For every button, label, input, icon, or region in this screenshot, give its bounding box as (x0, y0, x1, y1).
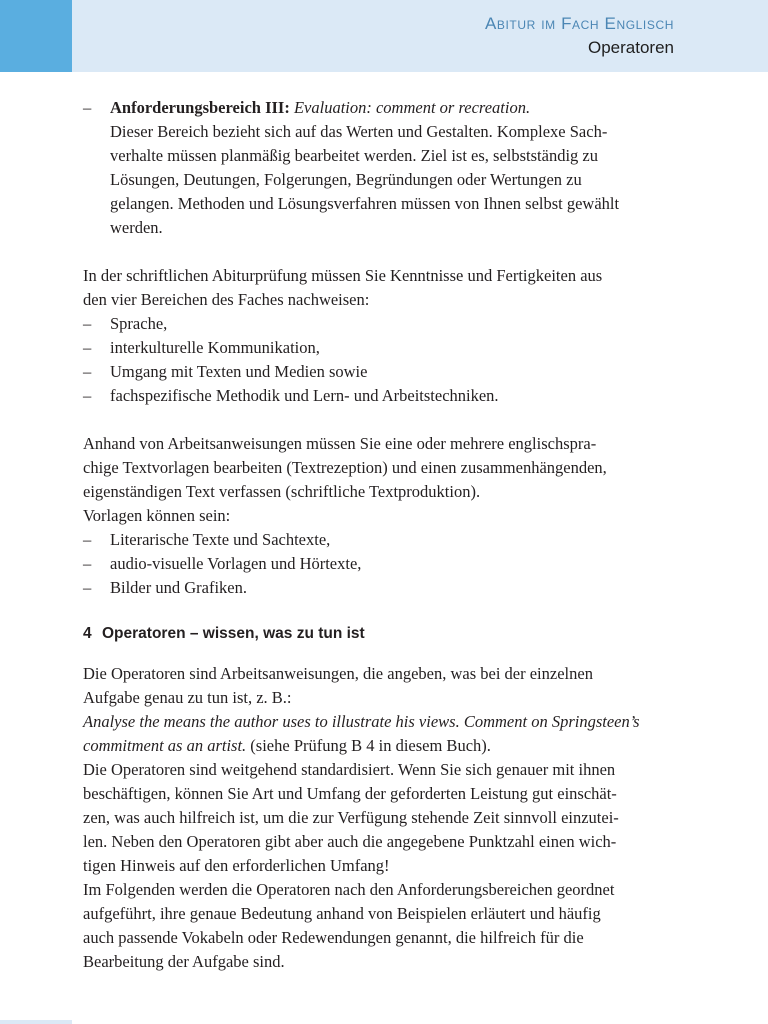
templates-intro: Vorlagen können sein: (83, 506, 231, 525)
paragraph-line: chige Textvorlagen bearbeiten (Textrezeption) und einen zusammenhängenden, (83, 458, 607, 477)
requirement-area-heading-line (110, 96, 675, 120)
requirement-area-label: Anforderungsbereich III: (110, 98, 290, 117)
requirement-area-line: Dieser Bereich bezieht sich auf das Werten und Gestalten. Komplexe Sach- (110, 122, 608, 141)
paragraph-line: In der schriftlichen Abiturprüfung müssen Sie Kenntnisse und Fertigkeiten aus (83, 266, 603, 285)
paragraph-line: tigen Hinweis auf den erforderlichen Umfang! (83, 856, 390, 875)
paragraph-line: eigenständigen Text verfassen (schriftliche Textproduktion). (83, 482, 481, 501)
list-item-text: Bilder und Grafiken. (110, 578, 248, 597)
list-item-text: audio-visuelle Vorlagen und Hörtexte, (110, 554, 362, 573)
dash-marker: – (83, 338, 92, 357)
requirement-area-line: werden. (110, 218, 163, 237)
list-item-text: fachspezifische Methodik und Lern- und Arbeitstechniken. (110, 386, 499, 405)
section-heading (83, 622, 675, 646)
page-body (83, 96, 675, 974)
footer-color-mark (0, 1020, 72, 1024)
paragraph-line: beschäftigen, können Sie Art und Umfang der geforderten Leistung gut einschät- (83, 784, 617, 803)
dash-marker: – (83, 98, 92, 117)
dash-marker: – (83, 554, 92, 573)
list-item-text: Sprache, (110, 314, 168, 333)
section-title: Operatoren – wissen, was zu tun ist (102, 625, 365, 642)
paragraph-line: Bearbeitung der Aufgabe sind. (83, 952, 285, 971)
requirement-area-line: gelangen. Methoden und Lösungsverfahren müssen von Ihnen selbst gewählt (110, 194, 620, 213)
requirement-area-line: verhalte müssen planmäßig bearbeitet werden. Ziel ist es, selbstständig zu (110, 146, 598, 165)
dash-marker: – (83, 578, 92, 597)
paragraph-line: auch passende Vokabeln oder Redewendungen genannt, die hilfreich für die (83, 928, 584, 947)
paragraph-line: Die Operatoren sind weitgehend standardisiert. Wenn Sie sich genauer mit ihnen (83, 760, 616, 779)
paragraph-line: den vier Bereichen des Faches nachweisen: (83, 290, 370, 309)
requirement-area-line: Lösungen, Deutungen, Folgerungen, Begründungen oder Wertungen zu (110, 170, 582, 189)
requirement-area-item (83, 96, 675, 240)
requirement-area-subtitle: Evaluation: comment or recreation. (293, 98, 531, 117)
example-task-reference: (siehe Prüfung B 4 in diesem Buch). (246, 736, 491, 755)
list-item-text: Literarische Texte und Sachtexte, (110, 530, 331, 549)
paragraph-line: Aufgabe genau zu tun ist, z. B.: (83, 688, 292, 707)
list-item-text: interkulturelle Kommunikation, (110, 338, 320, 357)
list-item (83, 336, 675, 360)
paragraph-line: aufgeführt, ihre genaue Bedeutung anhand von Beispielen erläutert und häufig (83, 904, 601, 923)
dash-marker: – (83, 314, 92, 333)
paragraph-line: Die Operatoren sind Arbeitsanweisungen, die angeben, was bei der einzelnen (83, 664, 593, 683)
dash-marker: – (83, 386, 92, 405)
tasks-paragraph (83, 432, 675, 600)
exam-areas-paragraph (83, 264, 675, 408)
list-item (83, 552, 675, 576)
example-task-italic: commitment as an artist. (83, 736, 247, 755)
list-item (83, 528, 675, 552)
list-item (83, 360, 675, 384)
dash-marker: – (83, 362, 92, 381)
list-item-text: Umgang mit Texten und Medien sowie (110, 362, 368, 381)
operators-paragraph (83, 662, 675, 974)
paragraph-line: zen, was auch hilfreich ist, um die zur Verfügung stehende Zeit sinnvoll einzutei- (83, 808, 619, 827)
list-item (83, 312, 675, 336)
header-series-title: Abitur im Fach Englisch (484, 14, 674, 33)
paragraph-line: Im Folgenden werden die Operatoren nach den Anforderungsbereichen geordnet (83, 880, 615, 899)
page-header (0, 0, 768, 72)
paragraph-line: Anhand von Arbeitsanweisungen müssen Sie eine oder mehrere englischspra- (83, 434, 597, 453)
example-task-line: Analyse the means the author uses to illustrate his views. Comment on Springsteen’s (83, 712, 640, 731)
header-chapter-title: Operatoren (588, 38, 674, 57)
paragraph-line: len. Neben den Operatoren gibt aber auch die angegebene Punktzahl einen wich- (83, 832, 617, 851)
example-task-line (83, 734, 675, 758)
dash-marker: – (83, 530, 92, 549)
section-number: 4 (83, 625, 92, 642)
list-item (83, 576, 675, 600)
header-color-tab (0, 0, 72, 72)
list-item (83, 384, 675, 408)
